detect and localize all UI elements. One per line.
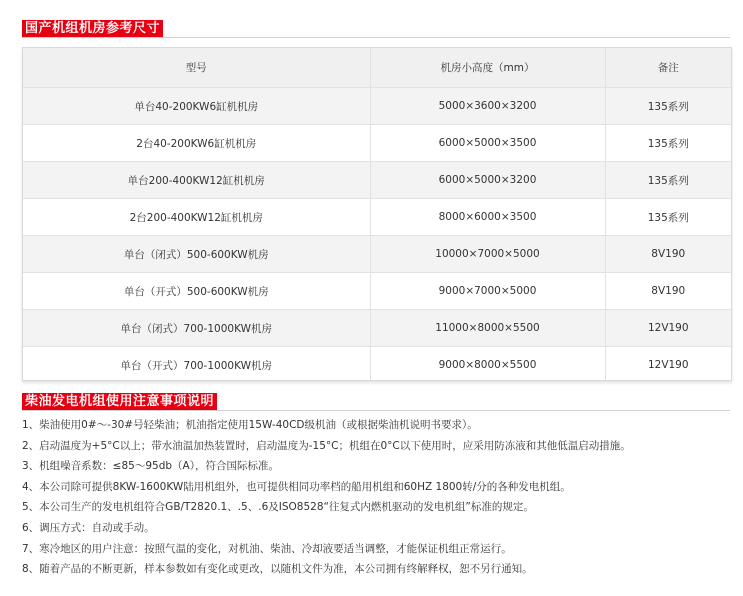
cell-dimensions: 11000×8000×5500 xyxy=(370,310,605,347)
table-row xyxy=(23,310,731,347)
list-item: 2、启动温度为+5°C以上；带水油温加热装置时，启动温度为-15°C；机组在0°C以下使用时，应采用防冻液和其他低温启动措施。 xyxy=(22,439,631,452)
cell-dimensions: 6000×5000×3200 xyxy=(370,162,605,199)
section-title-usage-notes: 柴油发电机组使用注意事项说明 xyxy=(22,393,217,410)
table-row xyxy=(23,162,731,199)
cell-dimensions: 8000×6000×3500 xyxy=(370,199,605,236)
usage-notes-list xyxy=(22,415,737,580)
header-min-height: 机房小高度（mm） xyxy=(370,48,605,88)
list-item: 4、本公司除可提供8KW-1600KW陆用机组外，也可提供相同功率档的船用机组和60HZ 1800转/分的各种发电机组。 xyxy=(22,480,571,493)
table-row xyxy=(23,199,731,236)
cell-dimensions: 9000×7000×5000 xyxy=(370,273,605,310)
cell-remark: 8V190 xyxy=(605,273,731,310)
cell-remark: 12V190 xyxy=(605,347,731,382)
list-item: 5、本公司生产的发电机组符合GB/T2820.1、.5、.6及ISO8528“往复式内燃机驱动的发电机组”标准的规定。 xyxy=(22,501,534,514)
header-remark: 备注 xyxy=(605,48,731,88)
cell-remark: 135系列 xyxy=(605,162,731,199)
table-row xyxy=(23,236,731,273)
room-size-table xyxy=(22,47,732,381)
list-item: 6、调压方式：自动或手动。 xyxy=(22,521,155,534)
cell-remark: 135系列 xyxy=(605,125,731,162)
section-divider xyxy=(22,37,730,38)
cell-model: 2台40-200KW6缸机机房 xyxy=(23,125,370,162)
cell-remark: 8V190 xyxy=(605,236,731,273)
cell-model: 单台（闭式）500-600KW机房 xyxy=(23,236,370,273)
cell-model: 单台（闭式）700-1000KW机房 xyxy=(23,310,370,347)
table-row xyxy=(23,125,731,162)
cell-remark: 12V190 xyxy=(605,310,731,347)
header-model: 型号 xyxy=(23,48,370,88)
cell-dimensions: 6000×5000×3500 xyxy=(370,125,605,162)
table-row xyxy=(23,347,731,382)
section-title-room-size: 国产机组机房参考尺寸 xyxy=(22,20,163,37)
list-item: 1、柴油使用0#～-30#号轻柴油；机油指定使用15W-40CD级机油（或根据柴油机说明书要求）。 xyxy=(22,419,478,431)
cell-model: 单台（开式）700-1000KW机房 xyxy=(23,347,370,382)
list-item: 8、随着产品的不断更新，样本参数如有变化或更改，以随机文件为准，本公司拥有终解释权，恕不另行通知。 xyxy=(22,563,533,576)
cell-model: 单台40-200KW6缸机机房 xyxy=(23,88,370,125)
cell-model: 2台200-400KW12缸机机房 xyxy=(23,199,370,236)
table-row xyxy=(23,273,731,310)
cell-dimensions: 9000×8000×5500 xyxy=(370,347,605,382)
cell-dimensions: 10000×7000×5000 xyxy=(370,236,605,273)
table-row xyxy=(23,88,731,125)
cell-remark: 135系列 xyxy=(605,199,731,236)
cell-remark: 135系列 xyxy=(605,88,731,125)
section-divider xyxy=(22,410,730,411)
list-item: 7、寒冷地区的用户注意：按照气温的变化，对机油、柴油、冷却液要适当调整，才能保证机组正常运行。 xyxy=(22,542,512,555)
cell-model: 单台（开式）500-600KW机房 xyxy=(23,273,370,310)
cell-dimensions: 5000×3600×3200 xyxy=(370,88,605,125)
cell-model: 单台200-400KW12缸机机房 xyxy=(23,162,370,199)
table-header-row xyxy=(23,48,731,88)
list-item: 3、机组噪音系数：≤85～95db（A），符合国际标准。 xyxy=(22,460,279,473)
